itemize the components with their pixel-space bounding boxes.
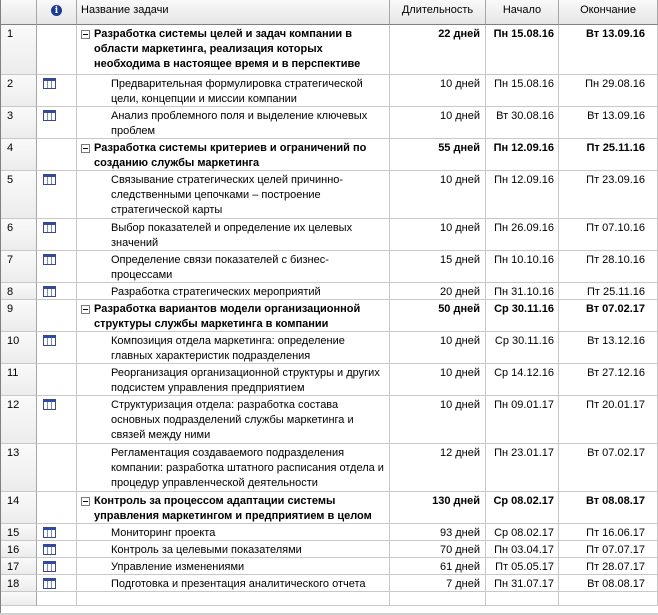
finish-date-cell[interactable]: Вт 07.02.17 bbox=[559, 444, 658, 492]
task-name: Связывание стратегических целей причинно-следственными цепочками – построение стратегической карты bbox=[111, 174, 344, 216]
task-name: Разработка системы критериев и ограничений по созданию службы маркетинга bbox=[94, 142, 367, 169]
calendar-icon bbox=[43, 527, 56, 538]
calendar-icon bbox=[43, 578, 56, 589]
finish-date-cell[interactable]: Вт 27.12.16 bbox=[559, 364, 658, 396]
row-indicator-cell bbox=[37, 492, 77, 524]
empty-row-cell bbox=[559, 592, 658, 606]
header-id-column[interactable] bbox=[1, 0, 37, 25]
task-name-cell[interactable] bbox=[77, 332, 390, 364]
finish-date-cell[interactable]: Пт 07.07.17 bbox=[559, 541, 658, 558]
finish-date-cell[interactable]: Пт 28.07.17 bbox=[559, 558, 658, 575]
finish-date-cell[interactable]: Пт 07.10.16 bbox=[559, 219, 658, 251]
empty-row-cell bbox=[486, 592, 559, 606]
start-date-cell[interactable]: Ср 08.02.17 bbox=[486, 524, 559, 541]
row-id-cell[interactable]: 8 bbox=[1, 283, 37, 300]
row-id-cell[interactable]: 17 bbox=[1, 558, 37, 575]
task-name-cell[interactable] bbox=[77, 251, 390, 283]
row-id-cell[interactable]: 16 bbox=[1, 541, 37, 558]
task-name-cell[interactable] bbox=[77, 558, 390, 575]
info-icon: i bbox=[51, 5, 62, 16]
row-indicator-cell bbox=[37, 541, 77, 558]
duration-cell[interactable]: 10 дней bbox=[390, 171, 486, 219]
finish-date-cell[interactable]: Вт 13.09.16 bbox=[559, 107, 658, 139]
finish-date-cell[interactable]: Вт 13.12.16 bbox=[559, 332, 658, 364]
finish-date-cell[interactable]: Пт 16.06.17 bbox=[559, 524, 658, 541]
calendar-icon bbox=[43, 335, 56, 346]
calendar-icon bbox=[43, 78, 56, 89]
task-name: Мониторинг проекта bbox=[111, 527, 216, 539]
finish-date-cell[interactable]: Вт 08.08.17 bbox=[559, 575, 658, 592]
finish-date-cell[interactable]: Пт 25.11.16 bbox=[559, 139, 658, 171]
duration-cell[interactable]: 130 дней bbox=[390, 492, 486, 524]
calendar-icon bbox=[43, 222, 56, 233]
duration-cell[interactable]: 93 дней bbox=[390, 524, 486, 541]
duration-cell[interactable]: 10 дней bbox=[390, 364, 486, 396]
finish-date-cell[interactable]: Пн 29.08.16 bbox=[559, 75, 658, 107]
header-duration[interactable]: Длительность bbox=[390, 0, 486, 25]
duration-cell[interactable]: 10 дней bbox=[390, 75, 486, 107]
row-indicator-cell bbox=[37, 107, 77, 139]
header-indicators-column[interactable] bbox=[37, 0, 77, 25]
empty-row-cell bbox=[37, 592, 77, 606]
start-date-cell[interactable]: Ср 30.11.16 bbox=[486, 300, 559, 332]
duration-cell[interactable]: 20 дней bbox=[390, 283, 486, 300]
empty-row-cell bbox=[390, 592, 486, 606]
task-name: Анализ проблемного поля и выделение ключевых проблем bbox=[111, 110, 368, 137]
summary-task-name-cell[interactable] bbox=[77, 492, 390, 524]
row-id-cell[interactable]: 7 bbox=[1, 251, 37, 283]
collapse-minus-icon[interactable] bbox=[81, 30, 90, 39]
header-task-name[interactable]: Название задачи bbox=[77, 0, 390, 25]
calendar-icon bbox=[43, 286, 56, 297]
row-indicator-cell bbox=[37, 332, 77, 364]
task-name-cell[interactable] bbox=[77, 75, 390, 107]
header-start[interactable]: Начало bbox=[486, 0, 559, 25]
task-name: Разработка системы целей и задач компании в области маркетинга, реализация которых необходима в настоящее время и в перспективе bbox=[94, 28, 361, 70]
task-name: Определение связи показателей с бизнес-процессами bbox=[111, 254, 329, 281]
task-name: Реорганизация организационной структуры и других подсистем управления предприятием bbox=[111, 367, 380, 394]
task-name-cell[interactable] bbox=[77, 364, 390, 396]
task-name: Контроль за целевыми показателями bbox=[111, 544, 302, 556]
start-date-cell[interactable]: Пн 10.10.16 bbox=[486, 251, 559, 283]
task-name-cell[interactable] bbox=[77, 171, 390, 219]
row-id-cell[interactable]: 12 bbox=[1, 396, 37, 444]
duration-cell[interactable]: 50 дней bbox=[390, 300, 486, 332]
collapse-minus-icon[interactable] bbox=[81, 305, 90, 314]
task-name: Выбор показателей и определение их целевых значений bbox=[111, 222, 353, 249]
row-indicator-cell bbox=[37, 25, 77, 75]
finish-date-cell[interactable]: Вт 08.08.17 bbox=[559, 492, 658, 524]
start-date-cell[interactable]: Пн 09.01.17 bbox=[486, 396, 559, 444]
task-name-cell[interactable] bbox=[77, 107, 390, 139]
row-indicator-cell bbox=[37, 558, 77, 575]
row-id-cell[interactable]: 9 bbox=[1, 300, 37, 332]
header-finish[interactable]: Окончание bbox=[559, 0, 658, 25]
summary-task-name-cell[interactable] bbox=[77, 25, 390, 75]
row-indicator-cell bbox=[37, 396, 77, 444]
start-date-cell[interactable]: Пн 15.08.16 bbox=[486, 25, 559, 75]
empty-row-cell bbox=[1, 592, 37, 606]
summary-task-name-cell[interactable] bbox=[77, 300, 390, 332]
calendar-icon bbox=[43, 544, 56, 555]
collapse-minus-icon[interactable] bbox=[81, 497, 90, 506]
row-indicator-cell bbox=[37, 364, 77, 396]
row-indicator-cell bbox=[37, 219, 77, 251]
calendar-icon bbox=[43, 174, 56, 185]
start-date-cell[interactable]: Пт 05.05.17 bbox=[486, 558, 559, 575]
duration-cell[interactable]: 10 дней bbox=[390, 332, 486, 364]
task-name: Регламентация создаваемого подразделения компании: разработка штатного расписания отдела и процедур управленческой деятельности bbox=[111, 447, 384, 489]
duration-cell[interactable]: 10 дней bbox=[390, 396, 486, 444]
task-name-cell[interactable] bbox=[77, 524, 390, 541]
task-name: Структуризация отдела: разработка состава основных подразделений службы маркетинга и связей между ними bbox=[111, 399, 354, 441]
collapse-minus-icon[interactable] bbox=[81, 144, 90, 153]
finish-date-cell[interactable]: Пт 25.11.16 bbox=[559, 283, 658, 300]
calendar-icon bbox=[43, 561, 56, 572]
task-name-cell[interactable] bbox=[77, 444, 390, 492]
row-id-cell[interactable]: 2 bbox=[1, 75, 37, 107]
row-id-cell[interactable]: 18 bbox=[1, 575, 37, 592]
task-name: Композиция отдела маркетинга: определение главных характеристик подразделения bbox=[111, 335, 345, 362]
row-id-cell[interactable]: 13 bbox=[1, 444, 37, 492]
start-date-cell[interactable]: Пн 15.08.16 bbox=[486, 75, 559, 107]
row-indicator-cell bbox=[37, 139, 77, 171]
start-date-cell[interactable]: Пн 31.10.16 bbox=[486, 283, 559, 300]
task-name-cell[interactable] bbox=[77, 283, 390, 300]
row-indicator-cell bbox=[37, 575, 77, 592]
task-name-cell[interactable] bbox=[77, 541, 390, 558]
start-date-cell[interactable]: Пн 12.09.16 bbox=[486, 171, 559, 219]
row-indicator-cell bbox=[37, 75, 77, 107]
row-id-cell[interactable]: 15 bbox=[1, 524, 37, 541]
finish-date-cell[interactable]: Пт 28.10.16 bbox=[559, 251, 658, 283]
row-id-cell[interactable]: 14 bbox=[1, 492, 37, 524]
duration-cell[interactable]: 70 дней bbox=[390, 541, 486, 558]
task-name: Контроль за процессом адаптации системы управления маркетингом и предприятием в целом bbox=[94, 495, 372, 522]
row-indicator-cell bbox=[37, 524, 77, 541]
row-indicator-cell bbox=[37, 251, 77, 283]
row-indicator-cell bbox=[37, 444, 77, 492]
finish-date-cell[interactable]: Пт 20.01.17 bbox=[559, 396, 658, 444]
summary-task-name-cell[interactable] bbox=[77, 139, 390, 171]
row-id-cell[interactable]: 3 bbox=[1, 107, 37, 139]
start-date-cell[interactable]: Пн 31.07.17 bbox=[486, 575, 559, 592]
finish-date-cell[interactable]: Вт 13.09.16 bbox=[559, 25, 658, 75]
row-id-cell[interactable]: 5 bbox=[1, 171, 37, 219]
task-name: Разработка вариантов модели организационной структуры службы маркетинга в компании bbox=[94, 303, 361, 330]
calendar-icon bbox=[43, 254, 56, 265]
start-date-cell[interactable]: Пн 12.09.16 bbox=[486, 139, 559, 171]
row-indicator-cell bbox=[37, 171, 77, 219]
start-date-cell[interactable]: Пн 03.04.17 bbox=[486, 541, 559, 558]
duration-cell[interactable]: 10 дней bbox=[390, 219, 486, 251]
task-name-cell[interactable] bbox=[77, 396, 390, 444]
duration-cell[interactable]: 61 дней bbox=[390, 558, 486, 575]
start-date-cell[interactable]: Ср 14.12.16 bbox=[486, 364, 559, 396]
task-name-cell[interactable] bbox=[77, 219, 390, 251]
duration-cell[interactable]: 7 дней bbox=[390, 575, 486, 592]
row-id-cell[interactable]: 6 bbox=[1, 219, 37, 251]
row-id-cell[interactable]: 11 bbox=[1, 364, 37, 396]
row-id-cell[interactable]: 10 bbox=[1, 332, 37, 364]
task-name: Подготовка и презентация аналитического отчета bbox=[111, 578, 366, 590]
row-id-cell[interactable]: 4 bbox=[1, 139, 37, 171]
task-name: Управление изменениями bbox=[111, 561, 245, 573]
duration-cell[interactable]: 10 дней bbox=[390, 107, 486, 139]
duration-cell[interactable]: 12 дней bbox=[390, 444, 486, 492]
duration-cell[interactable]: 22 дней bbox=[390, 25, 486, 75]
duration-cell[interactable]: 55 дней bbox=[390, 139, 486, 171]
calendar-icon bbox=[43, 399, 56, 410]
finish-date-cell[interactable]: Вт 07.02.17 bbox=[559, 300, 658, 332]
task-name-cell[interactable] bbox=[77, 575, 390, 592]
task-name: Предварительная формулировка стратегической цели, концепции и миссии компании bbox=[111, 78, 363, 105]
empty-row-cell bbox=[77, 592, 390, 606]
start-date-cell[interactable]: Пн 26.09.16 bbox=[486, 219, 559, 251]
start-date-cell[interactable]: Вт 30.08.16 bbox=[486, 107, 559, 139]
duration-cell[interactable]: 15 дней bbox=[390, 251, 486, 283]
start-date-cell[interactable]: Ср 08.02.17 bbox=[486, 492, 559, 524]
task-name: Разработка стратегических мероприятий bbox=[111, 286, 321, 298]
row-id-cell[interactable]: 1 bbox=[1, 25, 37, 75]
start-date-cell[interactable]: Ср 30.11.16 bbox=[486, 332, 559, 364]
finish-date-cell[interactable]: Пт 23.09.16 bbox=[559, 171, 658, 219]
calendar-icon bbox=[43, 110, 56, 121]
start-date-cell[interactable]: Пн 23.01.17 bbox=[486, 444, 559, 492]
row-indicator-cell bbox=[37, 283, 77, 300]
row-indicator-cell bbox=[37, 300, 77, 332]
